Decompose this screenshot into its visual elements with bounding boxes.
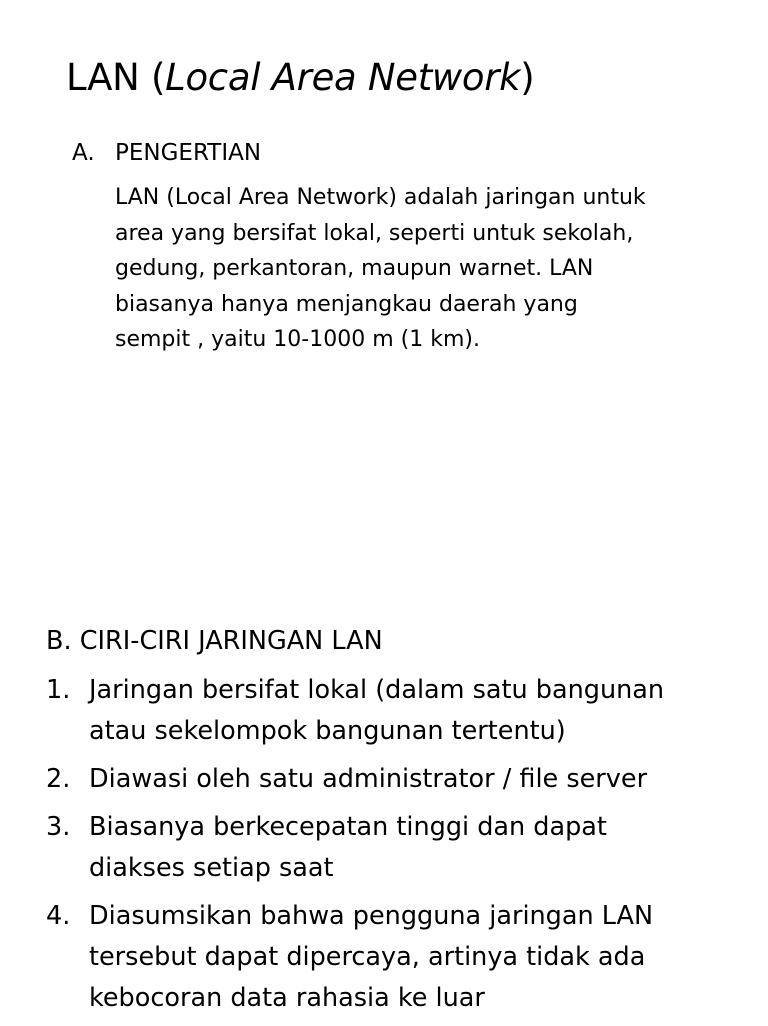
list-item-line: tersebut dapat dipercaya, artinya tidak ada xyxy=(89,942,646,972)
paragraph-line: gedung, perkantoran, maupun warnet. LAN xyxy=(115,256,594,281)
list-item-number: 4. xyxy=(46,901,71,931)
list-item xyxy=(46,896,746,1019)
title-prefix: LAN ( xyxy=(66,56,166,99)
characteristics-list xyxy=(46,670,746,1026)
section-a-marker: A. xyxy=(72,140,95,166)
title-italic: Local Area Network xyxy=(165,56,521,99)
list-item-line: kebocoran data rahasia ke luar xyxy=(89,983,485,1013)
page-title xyxy=(66,54,534,102)
paragraph-line: area yang bersifat lokal, seperti untuk sekolah, xyxy=(115,220,634,246)
section-b-heading: B. CIRI-CIRI JARINGAN LAN xyxy=(46,626,383,656)
list-item-number: 3. xyxy=(46,812,71,842)
section-a-heading-text: PENGERTIAN xyxy=(115,140,262,166)
list-item xyxy=(46,807,746,889)
list-item-line: Diawasi oleh satu administrator / file server xyxy=(89,764,648,794)
paragraph-line: LAN (Local Area Network) adalah jaringan untuk xyxy=(115,185,646,210)
title-suffix: ) xyxy=(520,56,535,99)
list-item-line: Jaringan bersifat lokal (dalam satu bangunan xyxy=(89,675,665,705)
section-a-paragraph xyxy=(115,180,735,358)
paragraph-line: biasanya hanya menjangkau daerah yang xyxy=(115,291,578,317)
paragraph-line: sempit , yaitu 10-1000 m (1 km). xyxy=(115,327,480,352)
list-item-line: diakses setiap saat xyxy=(89,853,334,883)
list-item-line: Diasumsikan bahwa pengguna jaringan LAN xyxy=(89,901,654,931)
list-item-number: 2. xyxy=(46,764,71,794)
list-item-number: 1. xyxy=(46,675,71,705)
list-item-line: Biasanya berkecepatan tinggi dan dapat xyxy=(89,812,607,842)
list-item xyxy=(46,759,746,800)
list-item xyxy=(46,670,746,752)
section-a-heading xyxy=(72,137,261,169)
list-item-line: atau sekelompok bangunan tertentu) xyxy=(89,716,566,746)
